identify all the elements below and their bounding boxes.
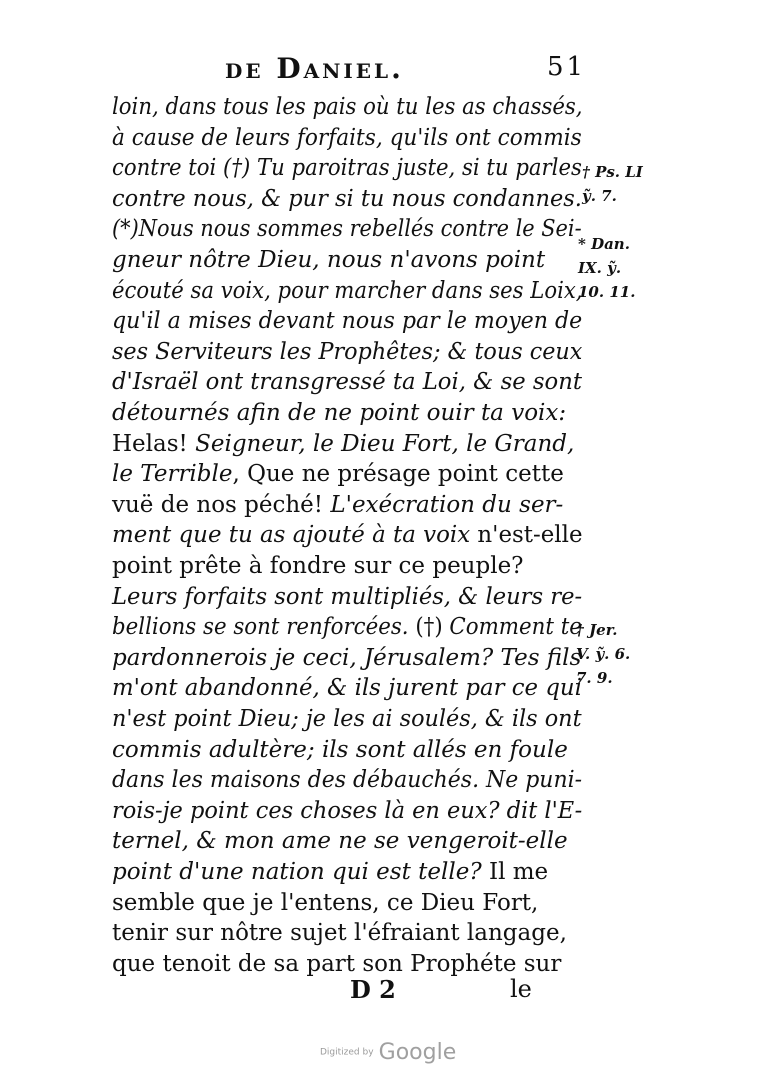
text-segment: ses Serviteurs les Prophêtes; & tous ceux — [112, 338, 583, 365]
text-segment: d'Israël ont transgressé ta Loi, & se sont — [112, 369, 582, 396]
text-line — [112, 153, 582, 183]
catchword: le — [510, 975, 532, 1003]
text-segment: contre nous, & pur si tu nous condannes. — [112, 185, 582, 212]
text-segment: écouté sa voix, pour marcher dans ses Loix, — [112, 277, 583, 304]
watermark-brand: Google — [378, 1040, 457, 1065]
text-line — [112, 796, 583, 826]
margin-note-line: † Ps. LI — [582, 163, 643, 181]
text-line — [112, 337, 583, 367]
text-segment: gneur nôtre Dieu, nous n'avons point — [112, 247, 546, 273]
text-segment: point d'une nation qui est telle? — [112, 859, 489, 885]
text-line — [112, 765, 583, 795]
text-line — [112, 826, 582, 856]
text-segment: dans les maisons des débauchés. Ne puni- — [112, 767, 583, 794]
text-segment: semble que je l'entens, ce Dieu Fort, — [112, 889, 539, 916]
text-segment: , Que ne présage point cette — [232, 461, 564, 488]
text-line — [112, 184, 582, 214]
margin-note-line: IX. ỹ. — [578, 259, 622, 277]
text-segment: m'ont abandonné, & ils jurent par ce qui — [112, 675, 582, 702]
signature-mark: D 2 — [350, 975, 396, 1004]
text-segment: n'est point Dieu; je les ai soulés, & ils ont — [112, 706, 582, 732]
text-segment: (†) — [415, 614, 450, 641]
text-segment: Comment te — [449, 614, 582, 641]
text-line — [112, 245, 582, 275]
text-line — [112, 92, 583, 122]
text-segment: L'exécration du ser- — [330, 491, 564, 518]
text-segment: Seigneur, le Dieu Fort, le Grand, — [195, 430, 575, 457]
page-number: 51 — [547, 52, 587, 82]
text-line — [112, 888, 582, 918]
text-line — [112, 857, 582, 887]
text-segment: Helas! — [112, 430, 196, 457]
text-line — [112, 735, 582, 765]
text-segment: loin, dans tous les pais où tu les as chassés, — [112, 94, 583, 120]
text-line — [112, 398, 582, 428]
text-segment: à cause de leurs forfaits, qu'ils ont commis — [112, 124, 582, 151]
text-line — [112, 551, 582, 581]
text-segment: ment que tu as ajouté à ta voix — [112, 522, 478, 549]
text-line — [112, 306, 583, 336]
text-segment: ternel, & mon ame ne se vengeroit-elle — [112, 828, 568, 855]
text-line — [112, 582, 583, 612]
text-line — [112, 612, 582, 642]
text-segment: rois-je point ces choses là en eux? dit l'E- — [112, 797, 583, 824]
text-segment: qu'il a mises devant nous par le moyen de — [112, 308, 583, 335]
text-line — [112, 276, 583, 306]
text-line — [112, 367, 582, 397]
margin-note-line: * Dan. — [578, 235, 630, 253]
text-line — [112, 520, 583, 550]
text-segment: n'est-elle — [477, 522, 583, 549]
margin-note-line: 7. 9. — [576, 669, 613, 687]
text-segment: Il me — [488, 859, 549, 885]
text-line — [112, 490, 582, 520]
margin-note-line: V. ỹ. 6. — [576, 645, 631, 663]
text-line — [112, 214, 582, 244]
text-segment: le Terrible — [112, 461, 233, 488]
text-segment: commis adultère; ils sont allés en foule — [112, 736, 568, 763]
margin-note-jeremiah — [576, 618, 630, 690]
text-segment: bellions se sont renforcées. — [112, 614, 416, 641]
digitization-watermark — [320, 1040, 456, 1065]
text-line — [112, 673, 582, 703]
text-line — [112, 429, 582, 459]
margin-note-psalm — [582, 160, 643, 208]
text-segment: que tenoit de sa part son Prophéte sur — [112, 950, 562, 977]
running-title: de Daniel. — [225, 52, 404, 85]
text-segment: pardonnerois je ceci, Jérusalem? Tes fils — [112, 644, 582, 671]
margin-note-line: 10. 11. — [578, 283, 636, 301]
text-line — [112, 123, 582, 153]
margin-note-daniel — [578, 232, 635, 304]
margin-note-line: ỹ. 7. — [582, 187, 617, 205]
text-segment: tenir sur nôtre sujet l'éfraiant langage, — [112, 920, 567, 947]
text-line — [112, 643, 582, 673]
text-segment: contre toi (†) Tu paroitras juste, si tu parles — [112, 155, 582, 182]
text-line — [112, 459, 582, 489]
text-segment: Leurs forfaits sont multipliés, & leurs re- — [112, 583, 583, 610]
text-line — [112, 918, 582, 948]
text-segment: vuë de nos péché! — [112, 491, 331, 518]
text-line — [112, 704, 582, 734]
text-segment: détournés afin de ne point ouir ta voix: — [112, 400, 567, 426]
margin-note-line: † Jer. — [576, 621, 618, 639]
watermark-prefix: Digitized by — [320, 1047, 374, 1058]
text-segment: point prête à fondre sur ce peuple? — [112, 553, 524, 579]
text-segment: (*)Nous nous sommes rebellés contre le Sei- — [112, 216, 582, 243]
